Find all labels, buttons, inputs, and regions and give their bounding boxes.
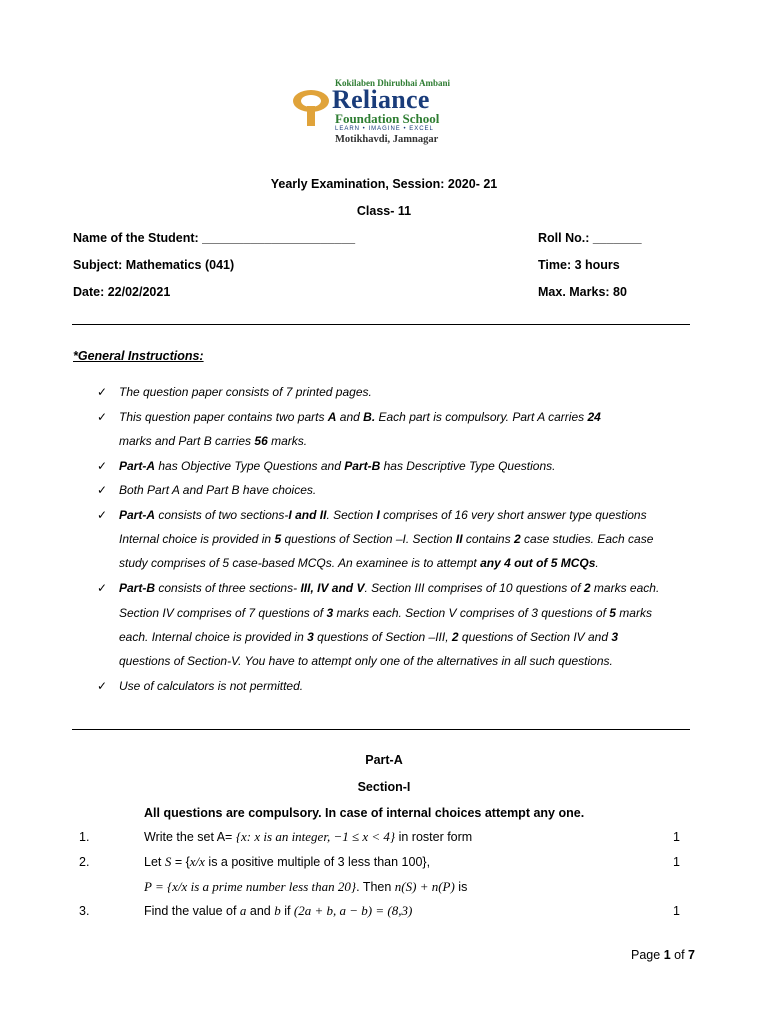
checkmark-icon: ✓ bbox=[97, 679, 108, 693]
instruction-item-cont: each. Internal choice is provided in 3 questions of Section –III, 2 questions of Section IV and 3 bbox=[119, 630, 619, 644]
date-label: Date: 22/02/2021 bbox=[73, 285, 171, 299]
subject-label: Subject: Mathematics (041) bbox=[73, 258, 235, 272]
logo-location: Motikhavdi, Jamnagar bbox=[335, 134, 439, 145]
instruction-item-cont: marks and Part B carries 56 marks. bbox=[119, 434, 308, 448]
instruction-item-cont: study comprises of 5 case-based MCQs. An examinee is to attempt any 4 out of 5 MCQs. bbox=[119, 556, 599, 570]
class-label: Class- 11 bbox=[356, 204, 412, 218]
part-title: Part-A bbox=[365, 753, 403, 767]
question-number: 2. bbox=[79, 855, 90, 869]
logo-tagline: LEARN • IMAGINE • EXCEL bbox=[335, 126, 434, 132]
question-number: 1. bbox=[79, 830, 90, 844]
divider bbox=[72, 729, 690, 730]
logo-top-line: Kokilaben Dhirubhai Ambani bbox=[335, 78, 451, 88]
checkmark-icon: ✓ bbox=[97, 483, 108, 497]
checkmark-icon: ✓ bbox=[97, 385, 108, 399]
checkmark-icon: ✓ bbox=[97, 581, 108, 595]
section-note: All questions are compulsory. In case of internal choices attempt any one. bbox=[144, 806, 585, 820]
instruction-item: This question paper contains two parts A and B. Each part is compulsory. Part A carries 24 bbox=[119, 410, 601, 424]
logo-emblem-icon bbox=[290, 86, 332, 128]
question-mark: 1 bbox=[673, 830, 680, 844]
question-text: Let S = {x/x is a positive multiple of 3 less than 100}, bbox=[144, 854, 431, 869]
instruction-item-cont: Internal choice is provided in 5 questions of Section –I. Section II contains 2 case studies. Each case bbox=[119, 532, 654, 546]
checkmark-icon: ✓ bbox=[97, 459, 108, 473]
checkmark-icon: ✓ bbox=[97, 410, 108, 424]
instruction-item: Both Part A and Part B have choices. bbox=[119, 483, 317, 497]
instruction-item-cont: Section IV comprises of 7 questions of 3 marks each. Section V comprises of 3 questions of 5 marks bbox=[119, 606, 652, 620]
question-number: 3. bbox=[79, 904, 90, 918]
question-mark: 1 bbox=[673, 904, 680, 918]
instruction-item: Part-B consists of three sections- III, IV and V. Section III comprises of 10 questions of 2 marks each. bbox=[119, 581, 660, 595]
student-name-field: Name of the Student: ______________________ bbox=[73, 231, 356, 245]
checkmark-icon: ✓ bbox=[97, 508, 108, 522]
instruction-item: Part-A has Objective Type Questions and Part-B has Descriptive Type Questions. bbox=[119, 459, 556, 473]
section-title: Section-I bbox=[357, 780, 411, 794]
question-text: Write the set A= {x: x is an integer, −1 ≤ x < 4} in roster form bbox=[144, 829, 473, 844]
question-text-cont: P = {x/x is a prime number less than 20}. Then n(S) + n(P) is bbox=[144, 879, 468, 894]
roll-number-field: Roll No.: _______ bbox=[538, 231, 642, 245]
time-label: Time: 3 hours bbox=[538, 258, 620, 272]
school-logo bbox=[288, 76, 488, 150]
instruction-item: The question paper consists of 7 printed pages. bbox=[119, 385, 372, 399]
max-marks-label: Max. Marks: 80 bbox=[538, 285, 627, 299]
divider bbox=[72, 324, 690, 325]
instructions-heading: *General Instructions: bbox=[73, 349, 204, 363]
question-mark: 1 bbox=[673, 855, 680, 869]
exam-title: Yearly Examination, Session: 2020- 21 bbox=[270, 177, 498, 191]
logo-subtitle: Foundation School bbox=[335, 111, 440, 126]
instruction-item: Part-A consists of two sections-I and II. Section I comprises of 16 very short answer type questions bbox=[119, 508, 647, 522]
question-text: Find the value of a and b if (2a + b, a − b) = (8,3) bbox=[144, 903, 413, 918]
logo-name: Reliance bbox=[332, 85, 430, 114]
instruction-item: Use of calculators is not permitted. bbox=[119, 679, 304, 693]
page-number: Page 1 of 7 bbox=[631, 948, 695, 962]
instruction-item-cont: questions of Section-V. You have to attempt only one of the alternatives in all such questions. bbox=[119, 654, 613, 668]
